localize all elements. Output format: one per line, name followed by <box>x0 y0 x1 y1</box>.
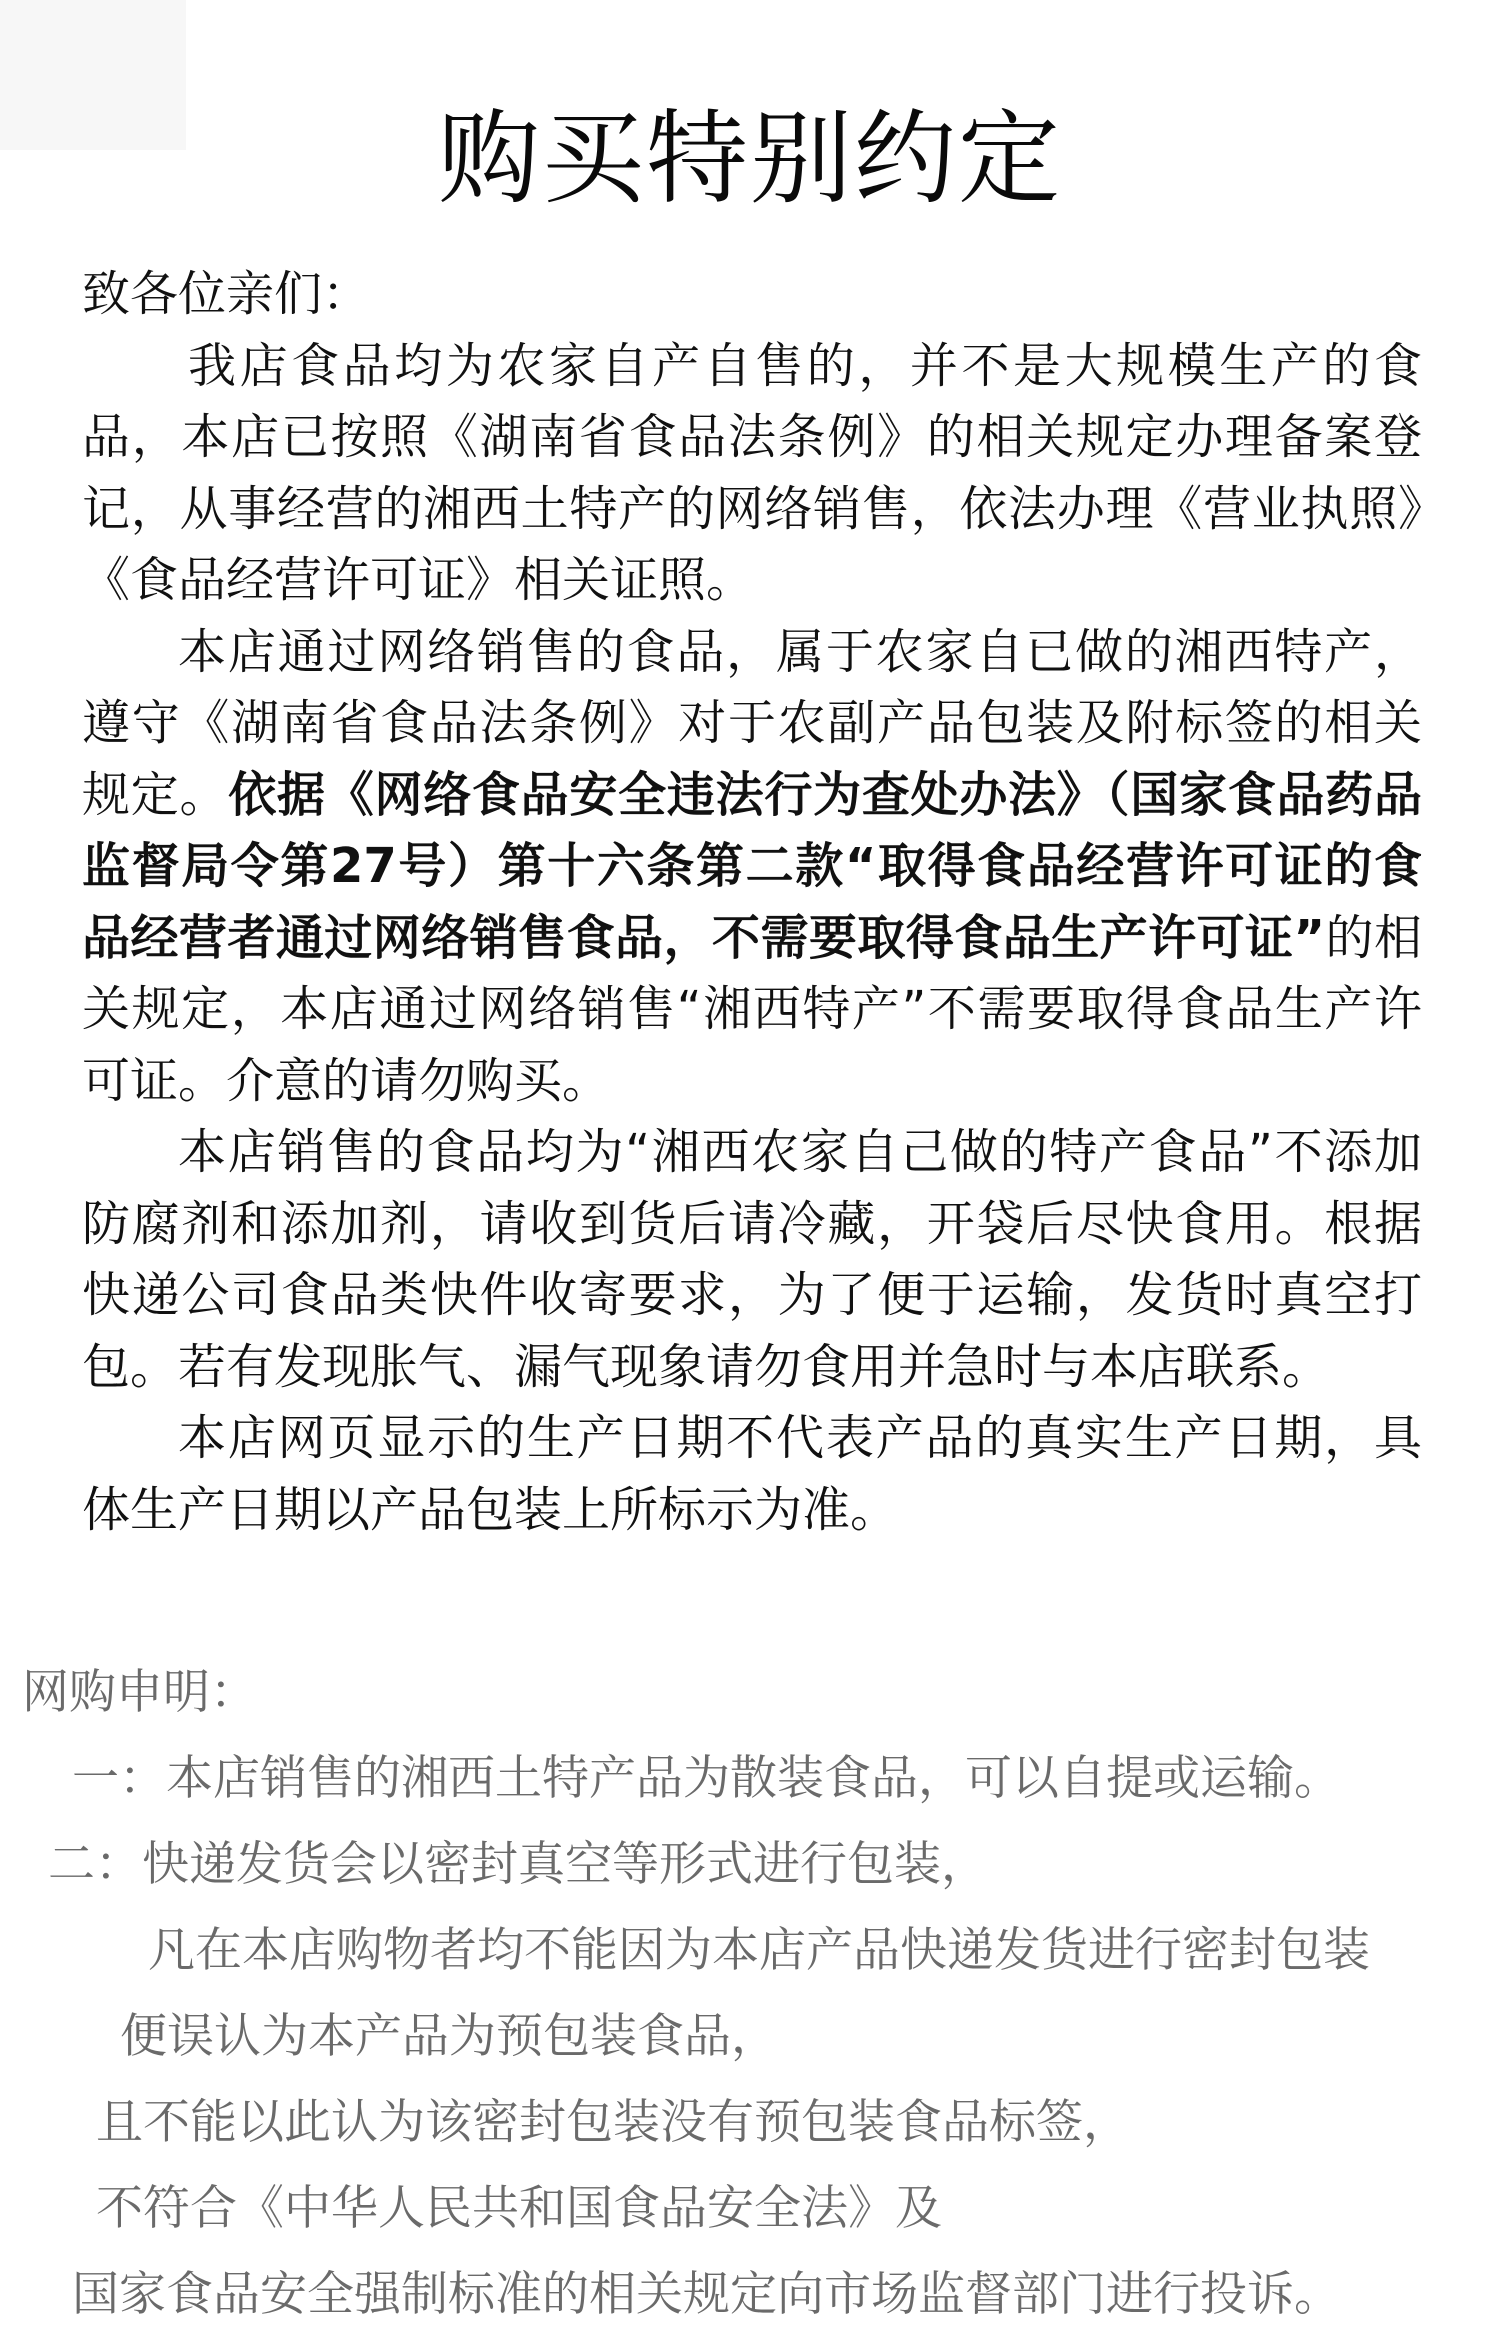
notice-paragraph-2-end: 的相关规定，本店通过网络销售“湘西特产”不需要取得食品生产许可证。介意的请勿购买。 <box>82 909 1422 1109</box>
notice-paragraph-1: 我店食品均为农家自产自售的，并不是大规模生产的食品，本店已按照《湖南省食品法条例》的相关规定办理备案登记，从事经营的湘西土特产的网络销售，依法办理《营业执照》《食品经营许可证》相关证照。 <box>82 337 1422 608</box>
greeting: 致各位亲们： <box>82 266 371 322</box>
notice-section <box>82 259 1422 1546</box>
declaration-line: 不符合《中华人民共和国食品安全法》及 <box>96 2181 942 2236</box>
declaration-line: 一：本店销售的湘西土特产品为散装食品，可以自提或运输。 <box>72 1751 1341 1806</box>
page-title: 购买特别约定 <box>438 100 1062 219</box>
notice-paragraph-2 <box>82 617 1422 1118</box>
declaration-line: 国家食品安全强制标准的相关规定向市场监督部门进行投诉。 <box>72 2267 1341 2322</box>
notice-paragraph-3: 本店销售的食品均为“湘西农家自己做的特产食品”不添加防腐剂和添加剂，请收到货后请冷藏，开袋后尽快食用。根据快递公司食品类快件收寄要求，为了便于运输，发货时真空打包。若有发现胀气、漏气现象请勿食用并急时与本店联系。 <box>82 1124 1422 1395</box>
notice-paragraph-2-start: 本店通过网络销售的食品，属于农家自已做的湘西特产，遵守《湖南省食品法条例》对于农副产品包装及附标签的相关规定。 <box>82 623 1422 823</box>
declaration-line: 凡在本店购物者均不能因为本店产品快递发货进行密封包装 <box>148 1923 1370 1978</box>
declaration-line: 二：快递发货会以密封真空等形式进行包装， <box>48 1837 988 1892</box>
notice-paragraph-2-bold: 依据《网络食品安全违法行为查处办法》（国家食品药品监督局令第27号）第十六条第二款“取得食品经营许可证的食品经营者通过网络销售食品，不需要取得食品生产许可证” <box>82 766 1422 966</box>
declaration-heading: 网购申明： <box>22 1665 257 1720</box>
notice-paragraph-4: 本店网页显示的生产日期不代表产品的真实生产日期，具体生产日期以产品包装上所标示为准。 <box>82 1410 1422 1538</box>
declaration-section <box>0 1650 1500 2322</box>
declaration-line: 便误认为本产品为预包装食品， <box>120 2009 778 2064</box>
declaration-line: 且不能以此认为该密封包装没有预包装食品标签， <box>96 2095 1130 2150</box>
